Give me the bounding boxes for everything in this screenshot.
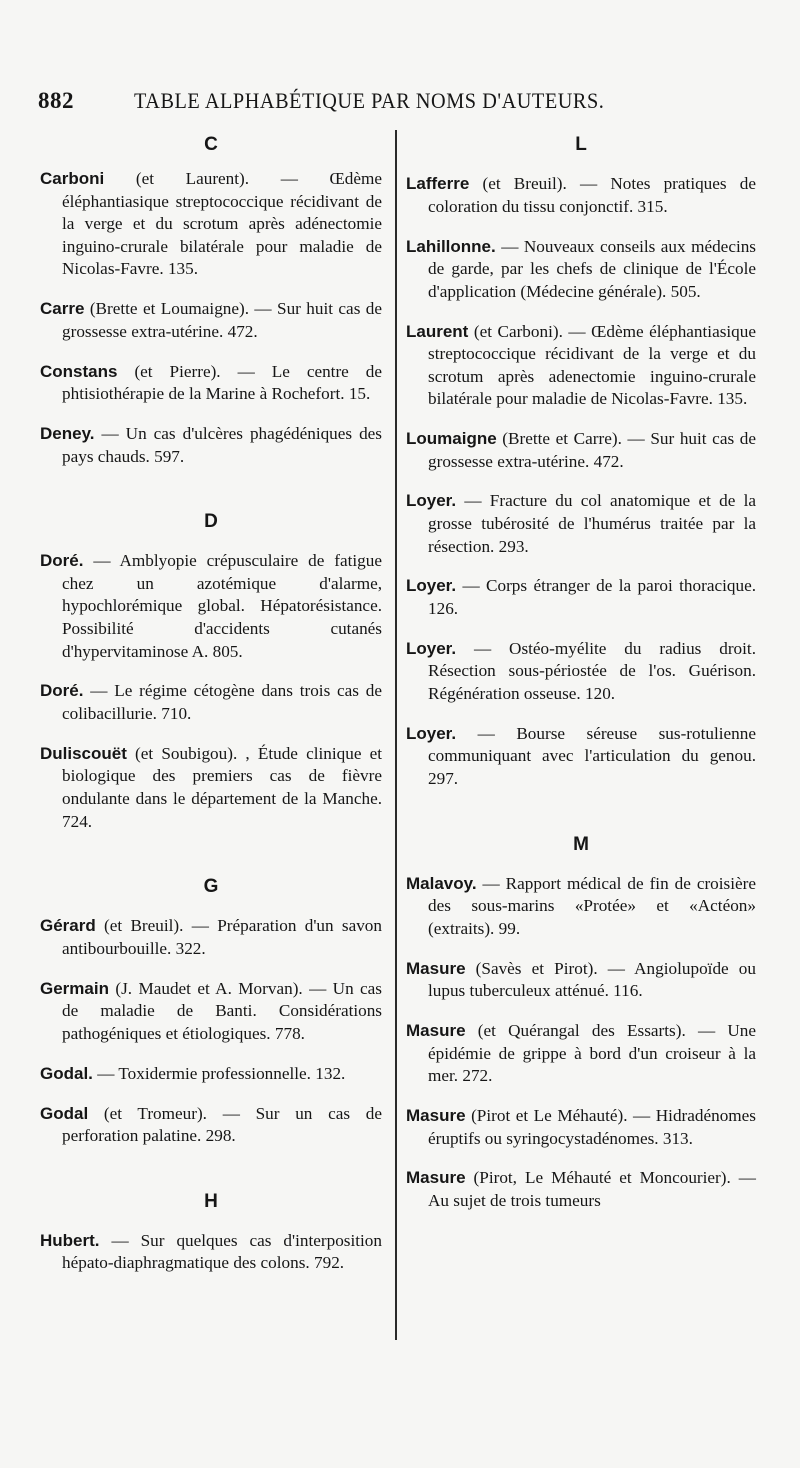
entry-text: — Amblyopie crépusculaire de fatigue chez un azotémique d'alarme, hypochlorémique global. Hépatorésistance. Possibilité d'accidents cutanés d'hypervitaminose A. 805. [62,551,382,661]
index-entry [40,361,382,406]
section-g [40,876,382,1148]
author-name: Godal [40,1103,89,1123]
author-name: Godal. [40,1063,93,1083]
author-name: Duliscouët [40,743,127,763]
index-entry [406,236,756,304]
author-name: Loumaigne [406,429,497,449]
entry-text: (et Laurent). — Œdème éléphantiasique streptococcique récidivant de la verge et du scrotum après adénectomie inguino-crurale bilatérale pour maladie de Nicolas-Favre. 135. [62,169,382,279]
page-header [38,88,758,118]
index-entry [406,1105,756,1150]
index-entry [406,490,756,558]
entry-text: (Brette et Carre). — Sur huit cas de grossesse extra-utérine. 472. [428,429,756,471]
index-entry [40,550,382,663]
index-entry [406,428,756,473]
entry-text: — Ostéo-myélite du radius droit. Résection sous-périostée de l'os. Guérison. Régénération osseuse. 120. [428,638,756,703]
entry-text: — Toxidermie professionnelle. 132. [92,1063,346,1083]
author-name: Carre [40,299,85,319]
author-name: Masure [406,1106,466,1126]
author-name: Germain [40,978,109,998]
index-entry [40,915,382,960]
author-name: Malavoy. [406,873,477,893]
entry-text: — Un cas d'ulcères phagédéniques des pays chauds. 597. [62,423,382,466]
author-name: Loyer. [406,576,457,596]
entry-text: (et Pierre). — Le centre de phtisiothérapie de la Marine à Rochefort. 15. [62,361,382,404]
index-entry [406,638,756,706]
entry-text: — Nouveaux conseils aux médecins de garde, par les chefs de clinique de l'École d'application (Médecine générale). 505. [428,236,756,301]
section-d [40,511,382,833]
index-entry [40,423,382,468]
section-letter: C [204,134,218,155]
column-divider [395,130,397,1340]
author-name: Loyer. [406,638,457,658]
index-entry [40,1230,382,1275]
author-name: Hubert. [40,1230,100,1250]
index-entry [406,873,756,941]
author-name: Carboni [40,169,105,188]
entry-text: (et Soubigou). , Étude clinique et biologique des premiers cas de fièvre ondulante dans le département de la Manche. 724. [62,743,382,831]
author-name: Masure [406,958,466,978]
entry-text: (et Carboni). — Œdème éléphantiasique streptococcique récidivant de la verge et du scrotum après adenectomie inguino-crurale bilatérale pour maladie de Nicolas-Favre. 135. [428,321,756,409]
right-column [406,128,756,1222]
author-name: Doré. [40,681,84,701]
author-name: Laurent [406,321,469,341]
running-title: TABLE ALPHABÉTIQUE PAR NOMS D'AUTEURS. [134,88,605,113]
entry-text: (Pirot, Le Méhauté et Moncourier). — Au sujet de trois tumeurs [428,1168,756,1211]
entry-text: (et Quérangal des Essarts). — Une épidémie de grippe à bord d'un croiseur à la mer. 272. [428,1021,756,1086]
section-letter: G [203,876,219,898]
entry-text: (et Breuil). — Préparation d'un savon antibourbouille. 322. [62,916,382,958]
entry-text: — Rapport médical de fin de croisière des sous-marins «Protée» et «Actéon» (extraits). 99. [428,873,756,938]
author-name: Loyer. [406,491,457,511]
author-name: Masure [406,1021,466,1041]
index-entry [406,1020,756,1088]
entry-text: — Sur quelques cas d'interposition hépato-diaphragmatique des colons. 792. [62,1230,382,1273]
author-name: Gérard [40,916,96,936]
section-letter: M [573,833,589,855]
index-entry [406,173,756,218]
entry-text: (Pirot et Le Méhauté). — Hidradénomes éruptifs ou syringocystadénomes. 313. [428,1106,756,1148]
author-name: Deney. [40,423,95,443]
author-name: Doré. [40,551,84,571]
index-entry [406,575,756,620]
entry-text: — Corps étranger de la paroi thoracique. 126. [428,576,756,619]
index-entry [406,958,756,1003]
page-number: 882 [38,88,74,113]
index-entry [40,1103,382,1148]
index-entry [40,743,382,833]
author-name: Lafferre [406,174,470,194]
entry-text: — Fracture du col anatomique et de la grosse tubérosité de l'humérus traitée par la résection. 293. [428,491,756,556]
index-entry [406,723,756,791]
entry-text: (et Breuil). — Notes pratiques de coloration du tissu conjonctif. 315. [428,174,756,216]
entry-text: (Brette et Loumaigne). — Sur huit cas de grossesse extra-utérine. 472. [62,299,382,341]
section-c [40,134,382,468]
index-entry [40,1063,382,1086]
index-entry [406,1167,756,1212]
section-letter: H [204,1190,218,1212]
author-name: Lahillonne. [406,236,496,256]
index-entry [40,978,382,1046]
author-name: Masure [406,1168,466,1188]
entry-text: (et Tromeur). — Sur un cas de perforation palatine. 298. [62,1103,382,1146]
entry-text: (Savès et Pirot). — Angiolupoïde ou lupus tuberculeux atténué. 116. [428,958,756,1001]
section-l [406,134,756,791]
entry-text: — Bourse séreuse sus-rotulienne communiquant avec l'articulation du genou. 297. [428,723,756,788]
index-entry [40,680,382,725]
left-column [40,128,382,1284]
section-m [406,834,756,1213]
author-name: Loyer. [406,723,457,743]
section-letter: D [204,511,218,533]
index-entry [40,298,382,343]
entry-text: — Le régime cétogène dans trois cas de colibacillurie. 710. [62,681,382,724]
author-name: Constans [40,361,118,381]
index-entry [406,321,756,411]
index-entry [40,168,382,281]
section-letter: L [575,134,587,155]
entry-text: (J. Maudet et A. Morvan). — Un cas de maladie de Banti. Considérations pathogéniques et étiologiques. 778. [62,978,382,1043]
section-h [40,1191,382,1275]
